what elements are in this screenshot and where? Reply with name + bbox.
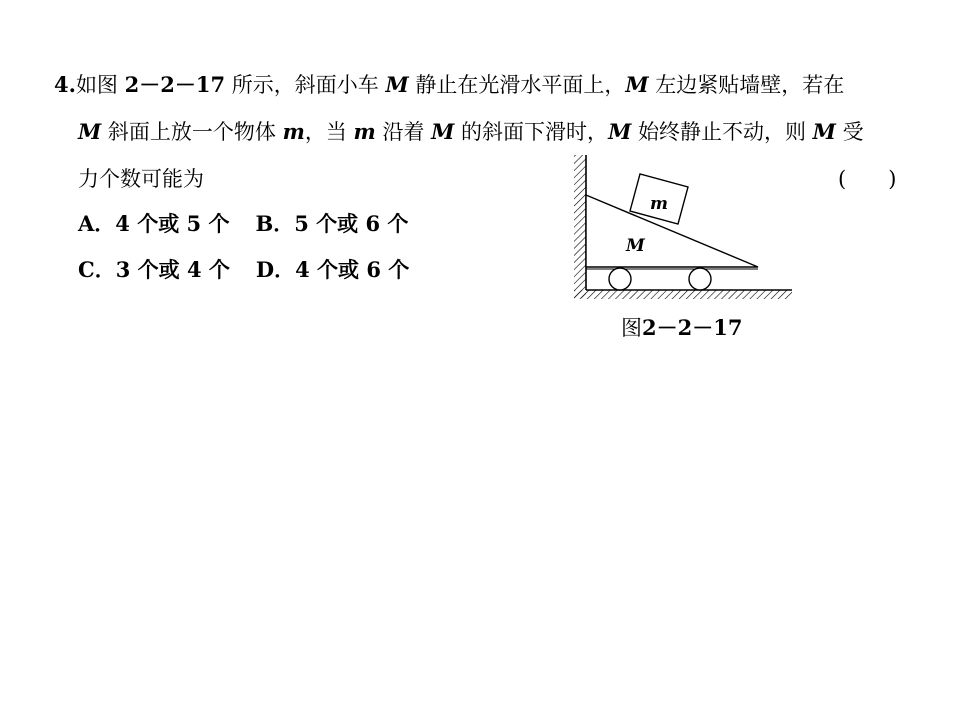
option-text: 5 个或 6 个	[294, 211, 409, 236]
incline-M-label: M	[626, 236, 645, 256]
option-letter: D	[255, 257, 275, 282]
answer-bracket: ( )	[838, 167, 897, 191]
question-text: 静止在光滑水平面上，	[408, 73, 626, 97]
variable-M: M	[78, 119, 102, 144]
question-line-2	[78, 118, 864, 146]
question-text: 始终静止不动，则	[631, 120, 813, 144]
option-d[interactable]: D．4 个或 6 个	[255, 257, 410, 282]
option-text: 4 个或 6 个	[295, 257, 410, 282]
variable-M: M	[812, 119, 836, 144]
variable-M: M	[385, 72, 409, 97]
option-c[interactable]: C．3 个或 4 个	[78, 257, 230, 282]
question-text: 受	[835, 120, 864, 144]
option-letter: C	[78, 257, 95, 282]
block-m-label: m	[650, 194, 668, 214]
option-letter: B	[255, 211, 274, 236]
variable-M: M	[625, 72, 649, 97]
question-text: 力个数可能为	[78, 167, 204, 191]
variable-M: M	[431, 119, 455, 144]
cart-wheel-right	[689, 268, 711, 290]
options-row-1	[78, 210, 408, 238]
figure-caption	[621, 314, 742, 342]
question-text: ，当	[304, 120, 354, 144]
options-row-2	[78, 256, 409, 284]
question-line-3	[78, 165, 204, 193]
incline-cart-figure	[566, 150, 798, 310]
option-a[interactable]: A．4 个或 5 个	[78, 211, 230, 236]
question-text: 如图	[75, 73, 125, 97]
question-text: 沿着	[375, 120, 432, 144]
cart-wheel-left	[609, 268, 631, 290]
question-text: 所示，斜面小车	[225, 73, 386, 97]
question-line-1	[54, 71, 844, 99]
variable-m: m	[353, 119, 376, 144]
question-number: 4.	[54, 72, 76, 97]
variable-M: M	[608, 119, 632, 144]
option-text: 4 个或 5 个	[115, 211, 230, 236]
question-text: 左边紧贴墙壁，若在	[648, 73, 845, 97]
question-text: 的斜面下滑时，	[454, 120, 609, 144]
option-letter: A	[78, 211, 95, 236]
question-text: 斜面上放一个物体	[101, 120, 283, 144]
option-text: 3 个或 4 个	[115, 257, 230, 282]
option-b[interactable]: B．5 个或 6 个	[255, 211, 409, 236]
wall-hatch	[574, 155, 586, 298]
figure-caption-number: 2－2－17	[642, 315, 743, 340]
figure-caption-prefix: 图	[621, 316, 642, 340]
floor-hatch	[574, 290, 792, 299]
figure-reference: 2－2－17	[124, 72, 226, 97]
variable-m: m	[282, 119, 305, 144]
